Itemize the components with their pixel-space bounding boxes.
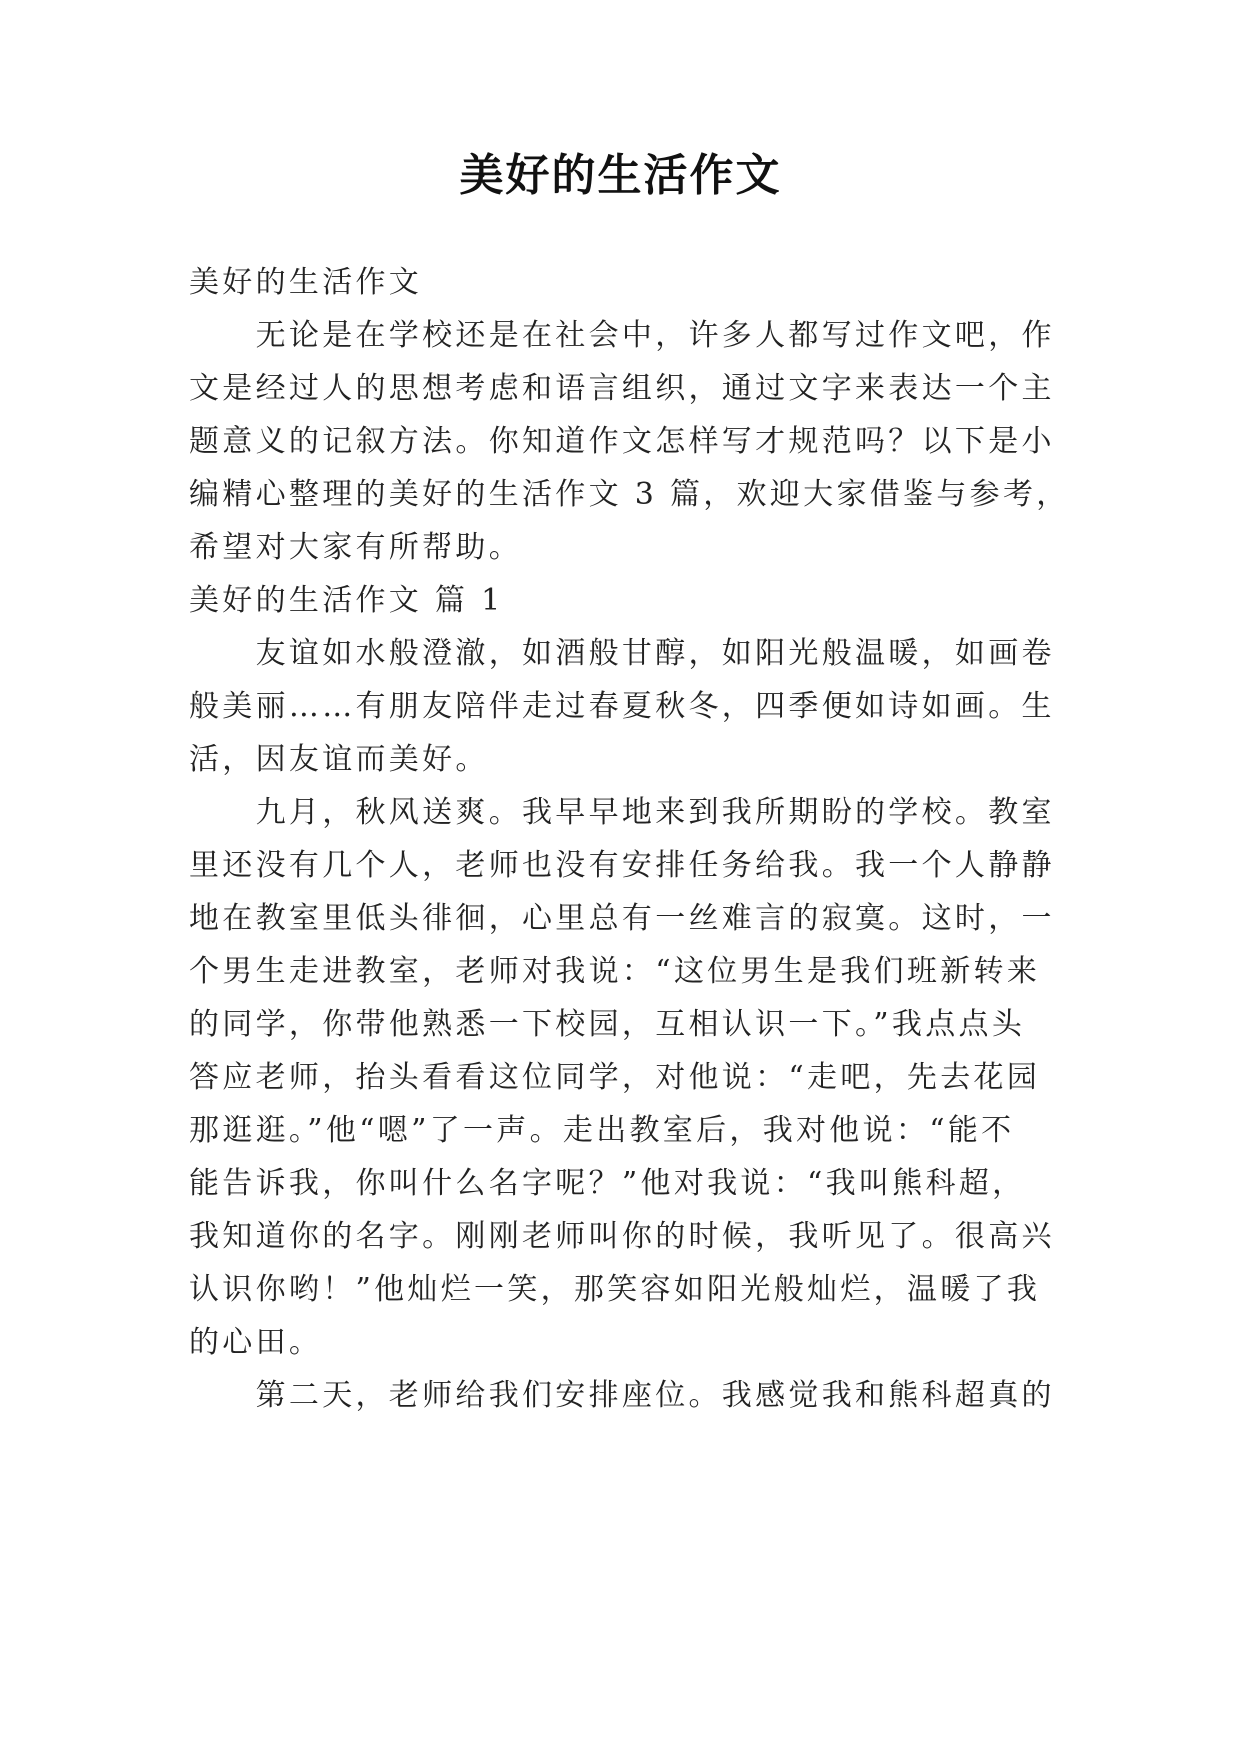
text-line: 友谊如水般澄澈，如酒般甘醇，如阳光般温暖，如画卷 [189, 636, 1055, 671]
text-line: 般美丽……有朋友陪伴走过春夏秋冬，四季便如诗如画。生 [189, 689, 1055, 724]
document-title: 美好的生活作文 [459, 150, 782, 201]
text-line: 答应老师，抬头看看这位同学，对他说：“走吧，先去花园 [189, 1060, 1041, 1095]
text-line: 的同学，你带他熟悉一下校园，互相认识一下。”我点点头 [189, 1007, 1026, 1042]
text-line: 编精心整理的美好的生活作文 3 篇，欢迎大家借鉴与参考， [189, 477, 1070, 512]
text-line: 那逛逛。”他“嗯”了一声。走出教室后，我对他说：“能不 [189, 1113, 1015, 1148]
text-line: 里还没有几个人，老师也没有安排任务给我。我一个人静静 [189, 848, 1055, 883]
text-line: 第二天，老师给我们安排座位。我感觉我和熊科超真的 [189, 1378, 1055, 1413]
text-line: 九月，秋风送爽。我早早地来到我所期盼的学校。教室 [189, 795, 1055, 830]
text-line: 地在教室里低头徘徊，心里总有一丝难言的寂寞。这时，一 [189, 901, 1055, 936]
text-line: 的心田。 [189, 1325, 323, 1360]
text-line: 文是经过人的思想考虑和语言组织，通过文字来表达一个主 [189, 371, 1055, 406]
text-line: 个男生走进教室，老师对我说：“这位男生是我们班新转来 [189, 954, 1041, 989]
text-line: 能告诉我，你叫什么名字呢？”他对我说：“我叫熊科超， [189, 1166, 1026, 1201]
subtitle-line: 美好的生活作文 [189, 265, 423, 300]
text-line: 我知道你的名字。刚刚老师叫你的时候，我听见了。很高兴 [189, 1219, 1055, 1254]
section-heading-line: 美好的生活作文 篇 1 [189, 583, 504, 618]
text-line: 无论是在学校还是在社会中，许多人都写过作文吧，作 [189, 318, 1055, 353]
text-line: 希望对大家有所帮助。 [189, 530, 522, 565]
text-line: 活，因友谊而美好。 [189, 742, 489, 777]
text-line: 题意义的记叙方法。你知道作文怎样写才规范吗？以下是小 [189, 424, 1055, 459]
text-line: 认识你哟！”他灿烂一笑，那笑容如阳光般灿烂，温暖了我 [189, 1272, 1041, 1307]
